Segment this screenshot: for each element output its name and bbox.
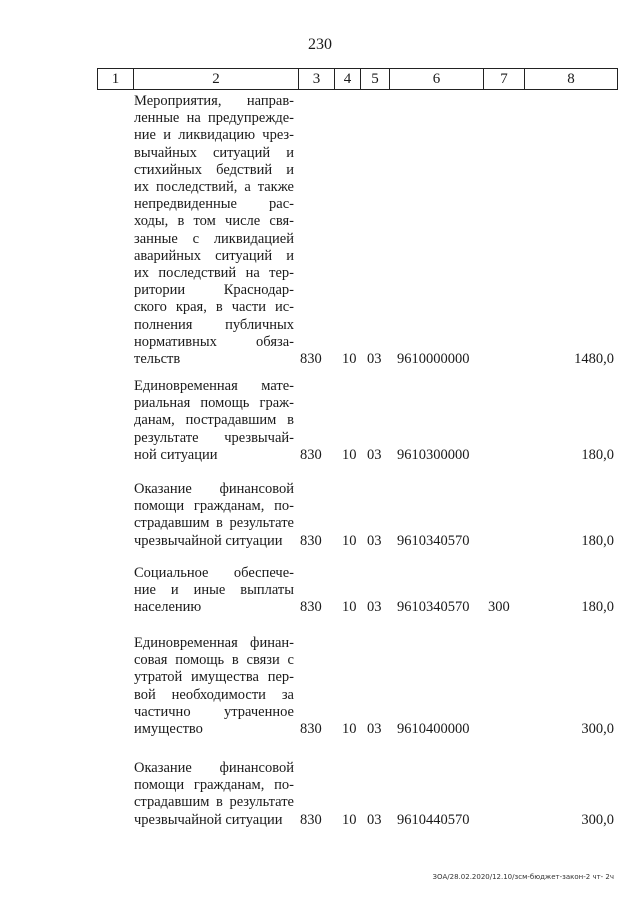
description-line: непредвиденные рас- — [134, 196, 294, 213]
page-number: 230 — [308, 36, 332, 53]
description-line: ленные на предупрежде- — [134, 110, 294, 127]
row-c3-value: 830 — [300, 811, 322, 828]
row-c5-value: 03 — [367, 351, 382, 367]
row-c6-value: 9610400000 — [397, 721, 470, 737]
description-line: ние и ликвидацию чрез- — [134, 127, 294, 144]
description-line: страдавшим в результате — [134, 515, 294, 532]
description-line: страдавшим в результате — [134, 794, 294, 811]
description-line: вой необходимости за — [134, 686, 294, 703]
row-c8-value: 180,0 — [581, 599, 614, 616]
description-line: ского края, в части ис- — [134, 299, 294, 316]
description-line: совая помощь в связи с — [134, 652, 294, 669]
row-description — [134, 635, 294, 738]
row-c4-value: 10 — [342, 532, 357, 549]
row-c3-value: 830 — [300, 446, 322, 463]
row-c3-value: 830 — [300, 532, 322, 549]
row-c3-value: 830 — [300, 721, 322, 737]
column-header-1: 1 — [111, 71, 120, 87]
row-c6-value: 9610340570 — [397, 599, 470, 616]
row-c4-value: 10 — [342, 721, 357, 737]
row-c8-value: 300,0 — [581, 811, 614, 828]
description-line: имущество — [134, 721, 203, 738]
description-line: полнения публичных — [134, 316, 294, 333]
row-c5-value: 03 — [367, 446, 382, 463]
description-line: утратой имущества пер- — [134, 669, 294, 686]
description-line: Единовременная финан- — [134, 635, 294, 651]
row-c6-value: 9610000000 — [397, 351, 470, 367]
description-line: частично утраченное — [134, 703, 294, 720]
description-line: Оказание финансовой — [134, 760, 294, 776]
column-header-row — [97, 68, 618, 90]
description-line: ной ситуации — [134, 446, 218, 463]
description-line: ритории Краснодар- — [134, 282, 294, 299]
description-line: результате чрезвычай- — [134, 429, 294, 446]
description-line: их последствий, а также — [134, 179, 294, 196]
row-c4-value: 10 — [342, 446, 357, 463]
description-line: ние и иные выплаты — [134, 582, 294, 599]
row-description — [134, 481, 294, 550]
row-c6-value: 9610340570 — [397, 532, 470, 549]
row-c5-value: 03 — [367, 811, 382, 828]
description-line: вычайных ситуаций и — [134, 144, 294, 161]
description-line: Мероприятия, направ- — [134, 93, 294, 109]
description-line: стихийных бедствий и — [134, 161, 294, 178]
column-header-4: 4 — [334, 69, 360, 89]
column-header-3: 3 — [298, 69, 334, 89]
description-line: ходы, в том числе свя- — [134, 213, 294, 230]
description-line: помощи гражданам, по- — [134, 498, 294, 515]
row-c3-value: 830 — [300, 351, 322, 367]
row-description — [134, 378, 294, 464]
column-header-7: 7 — [483, 69, 524, 89]
row-c4-value: 10 — [342, 599, 357, 616]
description-line: чрезвычайной ситуации — [134, 532, 283, 549]
row-c5-value: 03 — [367, 532, 382, 549]
row-c8-value: 180,0 — [581, 446, 614, 463]
column-header-2: 2 — [133, 69, 298, 89]
column-header-6: 6 — [389, 69, 483, 89]
row-c6-value: 9610440570 — [397, 811, 470, 828]
row-c8-value: 300,0 — [581, 721, 614, 737]
description-line: риальная помощь граж- — [134, 395, 294, 412]
row-c8-value: 1480,0 — [574, 351, 614, 367]
row-c3-value: 830 — [300, 599, 322, 616]
description-line: Оказание финансовой — [134, 481, 294, 497]
column-header-5: 5 — [360, 69, 389, 89]
document-footer: ЗОА/28.02.2020/12.10/зсм-бюджет-закон-2 чт- 2ч — [432, 873, 614, 881]
row-c4-value: 10 — [342, 351, 357, 367]
description-line: тельств — [134, 351, 181, 368]
column-header-8: 8 — [524, 69, 617, 89]
description-line: занные с ликвидацией — [134, 230, 294, 247]
description-line: нормативных обяза- — [134, 333, 294, 350]
row-c4-value: 10 — [342, 811, 357, 828]
row-c7-value: 300 — [488, 599, 510, 616]
description-line: Социальное обеспече- — [134, 565, 294, 581]
description-line: их последствий на тер- — [134, 265, 294, 282]
description-line: аварийных ситуаций и — [134, 247, 294, 264]
row-c5-value: 03 — [367, 599, 382, 616]
row-description — [134, 93, 294, 368]
description-line: помощи гражданам, по- — [134, 777, 294, 794]
row-c5-value: 03 — [367, 721, 382, 737]
description-line: Единовременная мате- — [134, 378, 294, 394]
row-description — [134, 760, 294, 829]
row-c6-value: 9610300000 — [397, 446, 470, 463]
description-line: населению — [134, 599, 202, 616]
description-line: данам, пострадавшим в — [134, 412, 294, 429]
row-c8-value: 180,0 — [581, 532, 614, 549]
description-line: чрезвычайной ситуации — [134, 811, 283, 828]
row-description — [134, 565, 294, 617]
